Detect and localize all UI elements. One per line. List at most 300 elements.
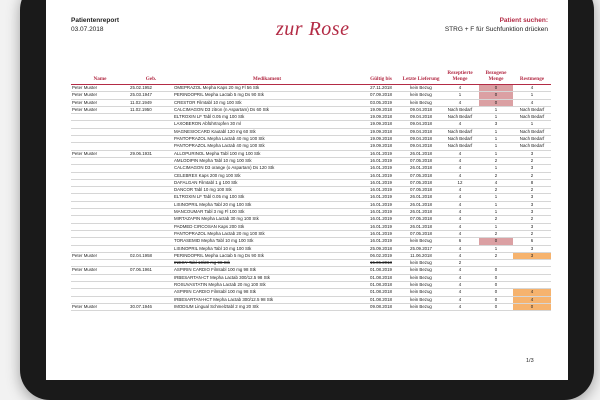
cell-geb <box>129 274 173 281</box>
cell-rez: 4 <box>441 121 479 128</box>
table-row <box>71 296 551 303</box>
cell-geb <box>129 128 173 135</box>
report-title: Patientenreport <box>71 17 120 24</box>
table-row <box>71 303 551 310</box>
cell-rest: 4 <box>513 99 551 106</box>
cell-bez: 0 <box>479 282 513 289</box>
cell-med: ASPIRIN CARDIO Filmtabl 100 mg 98 Stk <box>173 267 361 274</box>
table-row <box>71 245 551 252</box>
cell-name <box>71 296 129 303</box>
cell-rest: 8 <box>513 179 551 186</box>
cell-med: CALCIMAGON D3 orange (o Aspartam) Ds 120 Stk <box>173 165 361 172</box>
cell-med: MANCOUMAR Tabl 3 mg Fl 100 Stk <box>173 209 361 216</box>
cell-lieferung: 07.05.2018 <box>401 230 441 237</box>
cell-bez: 0 <box>479 289 513 296</box>
cell-geb <box>129 296 173 303</box>
cell-bez: 0 <box>479 303 513 310</box>
cell-rez: 4 <box>441 223 479 230</box>
cell-lieferung: 25.09.2017 <box>401 245 441 252</box>
cell-bez: 2 <box>479 252 513 259</box>
search-title: Patient suchen: <box>499 17 548 24</box>
cell-bez: 0 <box>479 274 513 281</box>
cell-lieferung: 11.06.2018 <box>401 252 441 259</box>
cell-rez: 12 <box>441 179 479 186</box>
cell-geb <box>129 179 173 186</box>
cell-lieferung: kein Bezug <box>401 303 441 310</box>
cell-gueltig: 16.01.2019 <box>361 238 401 245</box>
cell-lieferung: 07.05.2018 <box>401 179 441 186</box>
column-header: Medikament <box>173 66 361 85</box>
cell-lieferung: kein Bezug <box>401 238 441 245</box>
cell-name <box>71 260 129 267</box>
cell-gueltig: 01.08.2018 <box>361 296 401 303</box>
cell-name <box>71 289 129 296</box>
cell-rest: 4 <box>513 289 551 296</box>
cell-rest: 0 <box>513 303 551 310</box>
cell-rez: 4 <box>441 187 479 194</box>
cell-rest: 3 <box>513 223 551 230</box>
cell-name <box>71 230 129 237</box>
cell-lieferung: kein Bezug <box>401 92 441 99</box>
cell-lieferung: kein Bezug <box>401 282 441 289</box>
cell-med: MAGNESIOCARD Kautabl 120 mg 60 Stk <box>173 128 361 135</box>
table-row <box>71 85 551 92</box>
table-row <box>71 106 551 113</box>
cell-gueltig: 16.01.2019 <box>361 150 401 157</box>
cell-geb <box>129 238 173 245</box>
cell-name <box>71 114 129 121</box>
cell-name <box>71 201 129 208</box>
page-number: 1/3 <box>526 358 534 364</box>
cell-bez: 1 <box>479 114 513 121</box>
cell-gueltig: 07.09.2018 <box>361 92 401 99</box>
cell-med: ROSUVASTATIN Mepha Lactab 20 mg 100 Stk <box>173 282 361 289</box>
table-row <box>71 230 551 237</box>
cell-bez: 2 <box>479 172 513 179</box>
cell-name: Peter Muster <box>71 99 129 106</box>
cell-med: ELTROXIN LF Tabl 0.05 mg 100 Stk <box>173 114 361 121</box>
column-header: Bezogene Menge <box>479 66 513 85</box>
table-row <box>71 121 551 128</box>
cell-rez: 4 <box>441 157 479 164</box>
cell-bez: 1 <box>479 150 513 157</box>
cell-geb <box>129 223 173 230</box>
cell-lieferung: 09.04.2018 <box>401 143 441 150</box>
cell-rez: Nach Bedarf <box>441 106 479 113</box>
table-row <box>71 128 551 135</box>
cell-gueltig: 19.09.2018 <box>361 121 401 128</box>
cell-geb: 25.02.1952 <box>129 85 173 92</box>
cell-geb <box>129 209 173 216</box>
cell-geb <box>129 201 173 208</box>
cell-med: PANTOPRAZOL Mepha Lactab 40 mg 100 Stk <box>173 136 361 143</box>
cell-geb <box>129 121 173 128</box>
cell-gueltig: 16.01.2019 <box>361 201 401 208</box>
cell-rest: Nach Bedarf <box>513 136 551 143</box>
cell-name <box>71 223 129 230</box>
cell-med: IRBESARTAN-CT Mepha Lactab 300/12.5 98 Stk <box>173 274 361 281</box>
cell-med: PANTOPRAZOL Mepha Lactab 20 mg 100 Stk <box>173 230 361 237</box>
table-row <box>71 238 551 245</box>
cell-geb <box>129 260 173 267</box>
cell-lieferung: 07.05.2018 <box>401 172 441 179</box>
cell-med: AMLODIPIN Mepha Tabl 10 mg 100 Stk <box>173 157 361 164</box>
cell-rez: 4 <box>441 245 479 252</box>
table-row <box>71 143 551 150</box>
cell-lieferung: 26.01.2018 <box>401 201 441 208</box>
cell-bez: 2 <box>479 216 513 223</box>
cell-name <box>71 179 129 186</box>
cell-rez: Nach Bedarf <box>441 136 479 143</box>
table-row <box>71 92 551 99</box>
cell-bez: 0 <box>479 296 513 303</box>
cell-rez: 4 <box>441 216 479 223</box>
cell-rez: 2 <box>441 260 479 267</box>
cell-gueltig: 19.09.2018 <box>361 136 401 143</box>
cell-rest <box>513 274 551 281</box>
cell-bez: 1 <box>479 143 513 150</box>
cell-med: PERINDOPRIL Mepha Lactab 5 mg Ds 90 Stk <box>173 252 361 259</box>
cell-rez: 4 <box>441 274 479 281</box>
cell-lieferung: kein Bezug <box>401 85 441 92</box>
cell-gueltig: 16.01.2019 <box>361 216 401 223</box>
cell-name: Peter Muster <box>71 303 129 310</box>
cell-geb <box>129 245 173 252</box>
cell-bez: 0 <box>479 85 513 92</box>
cell-name: Peter Muster <box>71 252 129 259</box>
cell-rez: 4 <box>441 303 479 310</box>
cell-rez: 4 <box>441 150 479 157</box>
cell-bez: 1 <box>479 128 513 135</box>
cell-rest: 3 <box>513 194 551 201</box>
table-row <box>71 99 551 106</box>
cell-lieferung: 09.04.2018 <box>401 121 441 128</box>
cell-med: CALCIMAGON D3 zitron (n Aspartam) Ds 60 Stk <box>173 106 361 113</box>
cell-bez: 0 <box>479 92 513 99</box>
cell-rez: Nach Bedarf <box>441 128 479 135</box>
cell-med: DANCOR Tabl 10 mg 100 Stk <box>173 187 361 194</box>
cell-bez: 2 <box>479 157 513 164</box>
cell-lieferung: kein Bezug <box>401 260 441 267</box>
cell-geb: 11.02.1950 <box>129 106 173 113</box>
cell-geb <box>129 114 173 121</box>
cell-gueltig: 15.06.2018 <box>361 260 401 267</box>
table-row <box>71 179 551 186</box>
cell-lieferung: 26.01.2018 <box>401 223 441 230</box>
cell-geb <box>129 165 173 172</box>
table-row <box>71 172 551 179</box>
table-row <box>71 165 551 172</box>
cell-rest: Nach Bedarf <box>513 106 551 113</box>
cell-name: Peter Muster <box>71 92 129 99</box>
cell-bez: 0 <box>479 267 513 274</box>
cell-bez: 1 <box>479 165 513 172</box>
cell-rest: 3 <box>513 165 551 172</box>
cell-med: PADMED CIRCOSAN Kaps 200 Stk <box>173 223 361 230</box>
cell-name <box>71 238 129 245</box>
cell-name: Peter Muster <box>71 267 129 274</box>
cell-geb <box>129 187 173 194</box>
cell-rest <box>513 267 551 274</box>
cell-name <box>71 172 129 179</box>
table-row <box>71 267 551 274</box>
cell-rest: 3 <box>513 245 551 252</box>
cell-med: DAFALGAN Filmtabl 1 g 100 Stk <box>173 179 361 186</box>
cell-med: CRESTOR Filmtabl 10 mg 100 Stk <box>173 99 361 106</box>
cell-rest: 3 <box>513 150 551 157</box>
table-row <box>71 252 551 259</box>
table-row <box>71 150 551 157</box>
cell-rest: 1 <box>513 92 551 99</box>
cell-lieferung: 26.01.2018 <box>401 165 441 172</box>
table-row <box>71 201 551 208</box>
cell-gueltig: 01.08.2019 <box>361 267 401 274</box>
cell-bez: 2 <box>479 187 513 194</box>
cell-med: MIRTAZAPIN Mepha Lactab 30 mg 100 Stk <box>173 216 361 223</box>
table-row <box>71 157 551 164</box>
cell-bez: 1 <box>479 223 513 230</box>
cell-geb: 02.04.1958 <box>129 252 173 259</box>
cell-lieferung: kein Bezug <box>401 267 441 274</box>
column-header: Rezeptierte Menge <box>441 66 479 85</box>
cell-gueltig: 16.01.2019 <box>361 172 401 179</box>
cell-rest: 3 <box>513 209 551 216</box>
table-row <box>71 260 551 267</box>
cell-rez: 6 <box>441 238 479 245</box>
cell-lieferung: 26.01.2018 <box>401 209 441 216</box>
cell-lieferung: 07.05.2018 <box>401 187 441 194</box>
cell-med: ASPIRIN CARDIO Filmtabl 100 mg 98 Stk <box>173 289 361 296</box>
cell-med: PERINDOPRIL Mepha Lactab 5 mg Ds 90 Stk <box>173 92 361 99</box>
cell-rez: Nach Bedarf <box>441 143 479 150</box>
cell-rest: 2 <box>513 187 551 194</box>
column-header: Restmenge <box>513 66 551 85</box>
cell-bez <box>479 260 513 267</box>
cell-rest: 3 <box>513 252 551 259</box>
table-row <box>71 114 551 121</box>
cell-med: LAXOBERON Abführtropfen 30 ml <box>173 121 361 128</box>
cell-geb <box>129 172 173 179</box>
report-screen <box>46 0 568 380</box>
cell-geb <box>129 230 173 237</box>
cell-name: Peter Muster <box>71 106 129 113</box>
cell-rest: 6 <box>513 238 551 245</box>
cell-name <box>71 187 129 194</box>
cell-lieferung: kein Bezug <box>401 99 441 106</box>
cell-bez: 0 <box>479 99 513 106</box>
cell-lieferung: 09.04.2018 <box>401 136 441 143</box>
cell-geb <box>129 282 173 289</box>
cell-rez: 4 <box>441 194 479 201</box>
cell-med: CELEBREX Kaps 200 mg 100 Stk <box>173 172 361 179</box>
cell-med: INEGY Tabl 10/20 mg 98 Stk <box>173 260 361 267</box>
cell-geb: 11.02.1949 <box>129 99 173 106</box>
table-row <box>71 274 551 281</box>
cell-lieferung: kein Bezug <box>401 274 441 281</box>
cell-lieferung: 09.04.2018 <box>401 114 441 121</box>
tablet-frame <box>20 0 594 400</box>
zur-rose-logo: zur Rose <box>276 18 350 40</box>
cell-gueltig: 27.11.2018 <box>361 85 401 92</box>
cell-med: OMEPRAZOL Mepha Kaps 20 mg Fl 56 Stk <box>173 85 361 92</box>
cell-med: LISINOPRIL Mepha Tabl 20 mg 100 Stk <box>173 201 361 208</box>
cell-name <box>71 165 129 172</box>
cell-name <box>71 274 129 281</box>
medication-table <box>71 66 551 311</box>
table-row <box>71 187 551 194</box>
patient-search <box>406 16 548 34</box>
cell-geb <box>129 216 173 223</box>
cell-name: Peter Muster <box>71 150 129 157</box>
cell-gueltig: 19.09.2018 <box>361 128 401 135</box>
cell-lieferung: 07.05.2018 <box>401 157 441 164</box>
cell-rez: 4 <box>441 267 479 274</box>
cell-rest: 1 <box>513 121 551 128</box>
column-header: Gültig bis <box>361 66 401 85</box>
cell-rest: 2 <box>513 230 551 237</box>
cell-bez: 0 <box>479 238 513 245</box>
cell-gueltig: 09.08.2018 <box>361 303 401 310</box>
cell-gueltig: 01.08.2018 <box>361 282 401 289</box>
cell-name <box>71 157 129 164</box>
cell-rez: 4 <box>441 296 479 303</box>
cell-name <box>71 282 129 289</box>
cell-gueltig: 16.01.2019 <box>361 230 401 237</box>
cell-name: Peter Muster <box>71 85 129 92</box>
cell-rest: Nach Bedarf <box>513 114 551 121</box>
cell-rest <box>513 260 551 267</box>
cell-gueltig: 19.09.2018 <box>361 143 401 150</box>
cell-geb <box>129 289 173 296</box>
cell-rez: 4 <box>441 172 479 179</box>
cell-bez: 1 <box>479 194 513 201</box>
cell-lieferung: 26.01.2018 <box>401 150 441 157</box>
cell-rest: 4 <box>513 85 551 92</box>
cell-geb <box>129 157 173 164</box>
cell-lieferung: 07.05.2018 <box>401 216 441 223</box>
cell-med: PANTOPRAZOL Mepha Lactab 40 mg 100 Stk <box>173 143 361 150</box>
column-header: Letzte Lieferung <box>401 66 441 85</box>
cell-rez: 4 <box>441 289 479 296</box>
cell-name <box>71 128 129 135</box>
cell-geb: 07.06.1961 <box>129 267 173 274</box>
cell-rest: 3 <box>513 201 551 208</box>
cell-name <box>71 209 129 216</box>
cell-gueltig: 16.01.2019 <box>361 223 401 230</box>
table-row <box>71 289 551 296</box>
cell-gueltig: 03.05.2019 <box>361 99 401 106</box>
cell-bez: 1 <box>479 201 513 208</box>
cell-med: LISINOPRIL Mepha Tabl 10 mg 100 Stk <box>173 245 361 252</box>
cell-gueltig: 06.02.2019 <box>361 252 401 259</box>
cell-gueltig: 25.09.2018 <box>361 245 401 252</box>
cell-geb <box>129 143 173 150</box>
cell-lieferung: 09.04.2018 <box>401 128 441 135</box>
cell-rez: Nach Bedarf <box>441 114 479 121</box>
cell-name <box>71 121 129 128</box>
cell-bez: 1 <box>479 245 513 252</box>
cell-name <box>71 136 129 143</box>
cell-gueltig: 01.08.2018 <box>361 274 401 281</box>
cell-rez: 4 <box>441 85 479 92</box>
cell-gueltig: 16.01.2019 <box>361 165 401 172</box>
table-row <box>71 282 551 289</box>
table-row <box>71 194 551 201</box>
cell-med: IMODIUM Lingual Schmelztabl 2 mg 20 Stk <box>173 303 361 310</box>
cell-gueltig: 19.09.2018 <box>361 106 401 113</box>
cell-rest: Nach Bedarf <box>513 128 551 135</box>
search-hint: STRG + F für Suchfunktion drücken <box>444 26 548 33</box>
cell-rez: 4 <box>441 252 479 259</box>
cell-name <box>71 245 129 252</box>
table-row <box>71 216 551 223</box>
cell-gueltig: 16.01.2019 <box>361 187 401 194</box>
cell-geb: 30.07.1946 <box>129 303 173 310</box>
cell-lieferung: 09.04.2018 <box>401 106 441 113</box>
cell-bez: 1 <box>479 106 513 113</box>
cell-rest: 2 <box>513 172 551 179</box>
cell-rez: 4 <box>441 201 479 208</box>
cell-rest: 2 <box>513 157 551 164</box>
cell-geb <box>129 194 173 201</box>
cell-med: ALLOPURINOL Mepha Tabl 100 mg 100 Stk <box>173 150 361 157</box>
cell-rez: 4 <box>441 165 479 172</box>
cell-bez: 2 <box>479 230 513 237</box>
cell-name <box>71 216 129 223</box>
cell-rez: 1 <box>441 92 479 99</box>
cell-name <box>71 194 129 201</box>
cell-gueltig: 16.01.2019 <box>361 194 401 201</box>
cell-lieferung: 26.01.2018 <box>401 194 441 201</box>
cell-gueltig: 16.01.2019 <box>361 209 401 216</box>
cell-rest: 4 <box>513 296 551 303</box>
cell-lieferung: kein Bezug <box>401 289 441 296</box>
cell-rez: 4 <box>441 99 479 106</box>
cell-rest: Nach Bedarf <box>513 143 551 150</box>
cell-geb: 29.06.1931 <box>129 150 173 157</box>
table-header-row <box>71 66 551 85</box>
cell-gueltig: 16.01.2019 <box>361 157 401 164</box>
cell-med: ELTROXIN LF Tabl 0.05 mg 100 Stk <box>173 194 361 201</box>
cell-bez: 4 <box>479 179 513 186</box>
cell-rest <box>513 282 551 289</box>
cell-rez: 4 <box>441 209 479 216</box>
table-row <box>71 209 551 216</box>
cell-rez: 4 <box>441 282 479 289</box>
cell-rest: 2 <box>513 216 551 223</box>
cell-name <box>71 143 129 150</box>
cell-geb <box>129 136 173 143</box>
table-body <box>71 85 551 311</box>
column-header: Geb. <box>129 66 173 85</box>
cell-gueltig: 01.08.2018 <box>361 289 401 296</box>
cell-bez: 1 <box>479 136 513 143</box>
cell-med: TORASEMID Mepha Tabl 10 mg 100 Stk <box>173 238 361 245</box>
table-row <box>71 223 551 230</box>
column-header: Name <box>71 66 129 85</box>
cell-gueltig: 16.01.2019 <box>361 179 401 186</box>
cell-bez: 1 <box>479 209 513 216</box>
cell-med: IRBESARTAN-HCT Mepha Lactab 300/12.5 98 Stk <box>173 296 361 303</box>
report-date: 03.07.2018 <box>71 26 104 33</box>
cell-lieferung: kein Bezug <box>401 296 441 303</box>
cell-geb: 25.03.1947 <box>129 92 173 99</box>
cell-rez: 4 <box>441 230 479 237</box>
cell-gueltig: 19.09.2018 <box>361 114 401 121</box>
table-row <box>71 136 551 143</box>
report-header <box>71 16 119 34</box>
cell-bez: 3 <box>479 121 513 128</box>
